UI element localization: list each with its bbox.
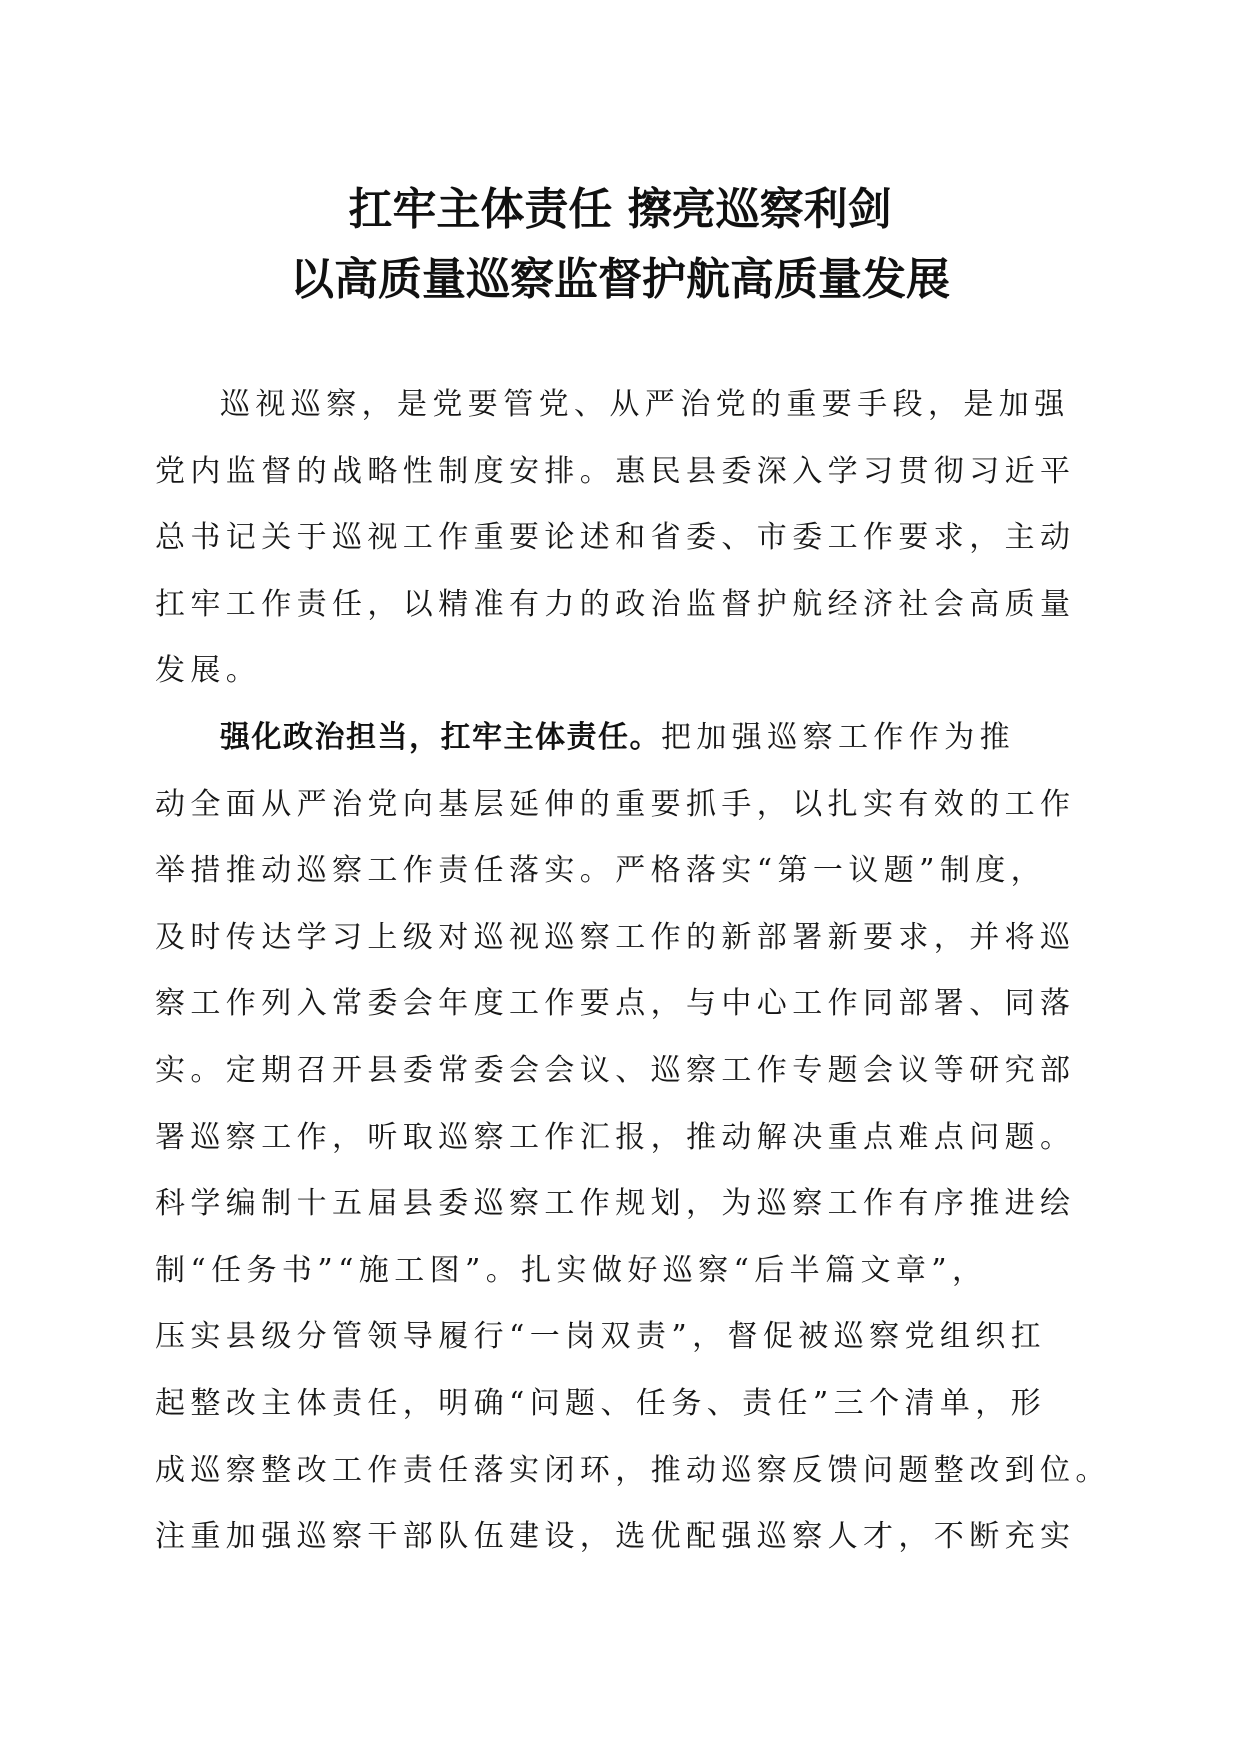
paragraph-2-line: 制“任务书”“施工图”。扎实做好巡察“后半篇文章”，: [155, 1252, 988, 1288]
paragraph-2-line: 署巡察工作，听取巡察工作汇报，推动解决重点难点问题。: [155, 1119, 1076, 1155]
paragraph-2-line: 及时传达学习上级对巡视巡察工作的新部署新要求，并将巡: [155, 919, 1076, 955]
document-title-line-1: 扛牢主体责任 擦亮巡察利剑: [348, 184, 892, 235]
paragraph-1-line: 扛牢工作责任，以精准有力的政治监督护航经济社会高质量: [155, 586, 1076, 622]
paragraph-1-line: 总书记关于巡视工作重要论述和省委、市委工作要求，主动: [155, 520, 1076, 556]
paragraph-2-line: 察工作列入常委会年度工作要点，与中心工作同部署、同落: [155, 986, 1076, 1022]
paragraph-2-line: 压实县级分管领导履行“一岗双责”，督促被巡察党组织扛: [155, 1319, 1047, 1355]
paragraph-1-line: 党内监督的战略性制度安排。惠民县委深入学习贯彻习近平: [155, 453, 1076, 489]
paragraph-2-line: 注重加强巡察干部队伍建设，选优配强巡察人才，不断充实: [155, 1519, 1076, 1555]
paragraph-2-first-line: [155, 705, 1085, 772]
paragraph-2-line: 科学编制十五届县委巡察工作规划，为巡察工作有序推进绘: [155, 1186, 1076, 1222]
paragraph-1-line: 巡视巡察，是党要管党、从严治党的重要手段，是加强: [220, 387, 1070, 422]
paragraph-2-line: 实。定期召开县委常委会会议、巡察工作专题会议等研究部: [155, 1052, 1076, 1088]
document-body: [155, 372, 1111, 1571]
paragraph-2-line: 成巡察整改工作责任落实闭环，推动巡察反馈问题整改到位。: [155, 1452, 1111, 1488]
paragraph-1-line: 发展。: [155, 653, 262, 689]
paragraph-2-line: 动全面从严治党向基层延伸的重要抓手，以扎实有效的工作: [155, 786, 1076, 822]
paragraph-2-lead-heading: 强化政治担当，扛牢主体责任。: [220, 719, 661, 755]
document-title-line-2: 以高质量巡察监督护航高质量发展: [290, 254, 950, 305]
paragraph-2-first-line-rest: 把加强巡察工作作为推: [661, 719, 1015, 755]
paragraph-2-line: 举措推动巡察工作责任落实。严格落实“第一议题”制度，: [155, 853, 1047, 889]
paragraph-2-line: 起整改主体责任，明确“问题、任务、责任”三个清单，形: [155, 1385, 1047, 1421]
